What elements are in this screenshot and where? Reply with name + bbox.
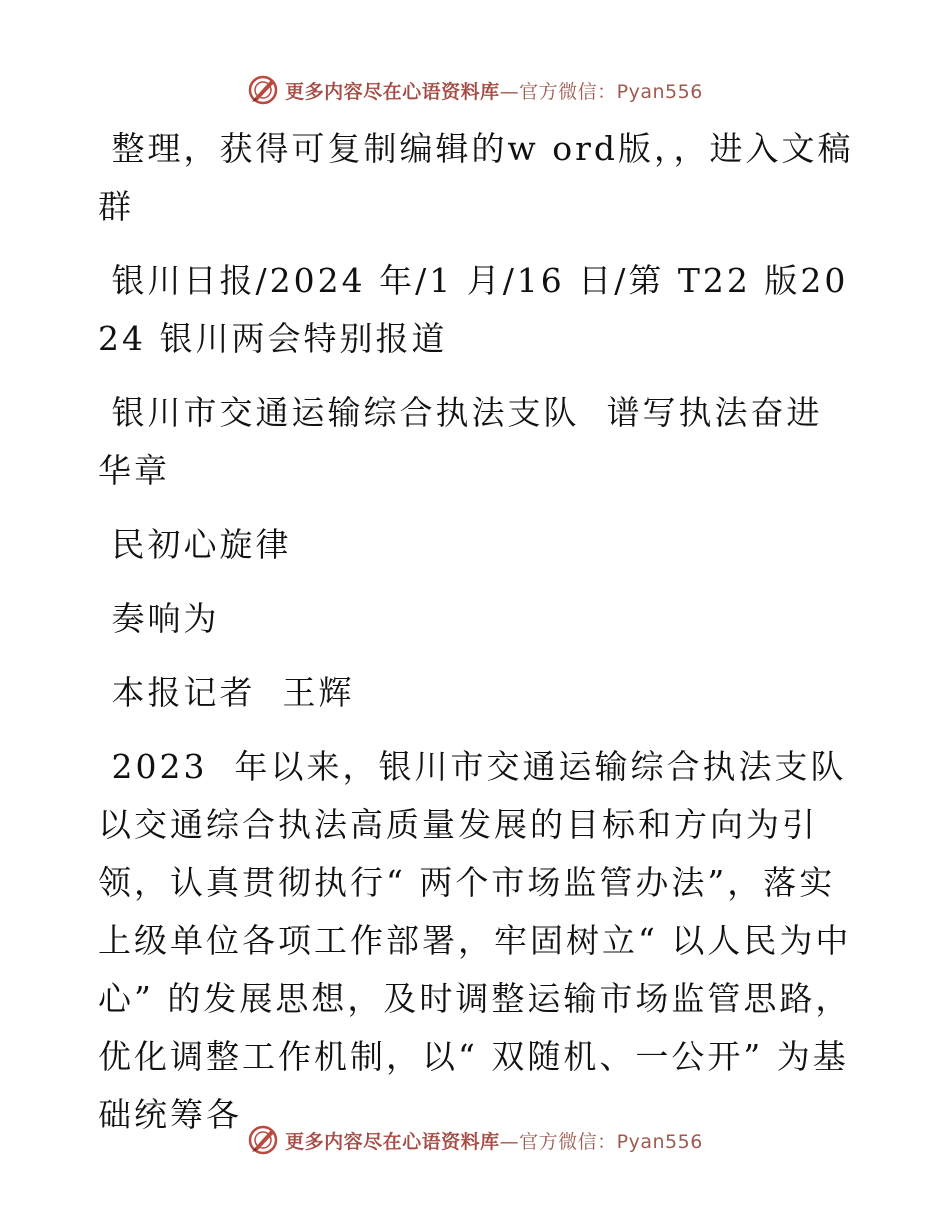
paragraph-body: 2023 年以来，银川市交通运输综合执法支队以交通综合执法高质量发展的目标和方向为引领，认真贯彻执行“ 两个市场监管办法”，落实上级单位各项工作部署，牢固树立“ 以人民为中心” 的发展思想，及时调整运输市场监管思路，优化调整工作机制，以“ 双随机、一公开” 为基础统筹各	[98, 747, 852, 1134]
paragraph-source: 银川日报/2024 年/1 月/16 日/第 T22 版2024 银川两会特别报道	[98, 261, 849, 358]
paragraph-headline: 银川市交通运输综合执法支队 谱写执法奋进华章	[98, 393, 823, 490]
watermark-main-text: 更多内容尽在心语资料库	[285, 80, 500, 103]
paragraph-byline: 本报记者 王辉	[98, 673, 355, 712]
watermark-header	[0, 70, 950, 110]
watermark-contact-text: —官方微信：Pyan556	[499, 80, 703, 103]
watermark-footer	[0, 1120, 950, 1160]
document-body	[98, 120, 858, 1144]
paragraph-subheadline-2: 奏响为	[98, 599, 220, 638]
watermark-contact-text: —官方微信：Pyan556	[499, 1130, 703, 1153]
watermark-main-text: 更多内容尽在心语资料库	[285, 1130, 500, 1153]
pen-logo-icon	[247, 1124, 279, 1156]
pen-logo-icon	[247, 74, 279, 106]
paragraph-intro: 整理，获得可复制编辑的w ord版，，进入文稿群	[98, 129, 854, 226]
paragraph-subheadline-1: 民初心旋律	[98, 525, 292, 564]
